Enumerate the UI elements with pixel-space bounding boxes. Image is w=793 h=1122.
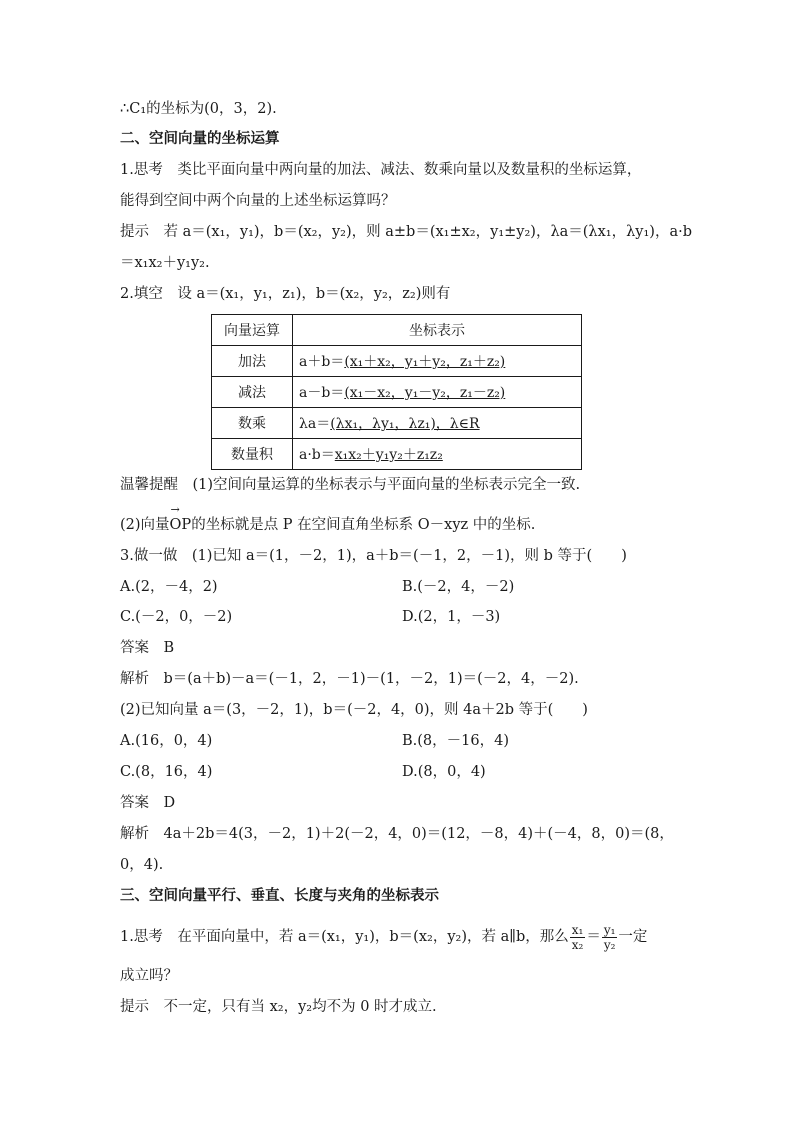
table-cell-expr	[293, 439, 582, 470]
explanation-line: 0，4).	[120, 857, 164, 873]
table-cell-expr	[293, 408, 582, 439]
vector-op: → OP	[170, 515, 192, 535]
fraction	[602, 923, 618, 952]
expr-answer: (λx₁，λy₁，λz₁)，λ∈R	[330, 416, 480, 432]
table-cell-op: 数乘	[212, 408, 293, 439]
fraction-numerator: y₁	[603, 922, 616, 937]
text-line: (2)已知向量 a＝(3，－2，1)，b＝(－2，4，0)，则 4a＋2b 等于( )	[120, 702, 588, 718]
text-segment: 一定	[618, 929, 648, 945]
expr-answer: (x₁－x₂，y₁－y₂，z₁－z₂)	[344, 385, 506, 401]
text-line: 温馨提醒 (1)空间向量运算的坐标表示与平面向量的坐标表示完全一致.	[120, 477, 581, 493]
fraction-numerator: x₁	[571, 922, 584, 937]
fraction	[570, 923, 586, 952]
text-line: ∴C₁的坐标为(0，3，2).	[120, 101, 277, 117]
table-cell-op: 减法	[212, 377, 293, 408]
text-segment: 1.思考 在平面向量中，若 a＝(x₁，y₁)，b＝(x₂，y₂)，若 a∥b，那么	[120, 929, 569, 945]
table-cell-op: 数量积	[212, 439, 293, 470]
explanation-line: 解析 4a＋2b＝4(3，－2，1)＋2(－2，4，0)＝(12，－8，4)＋(－4，8，0)＝(8，	[120, 826, 674, 842]
text-segment: (2)向量	[120, 517, 170, 533]
table-cell-expr	[293, 346, 582, 377]
table-header-cell: 向量运算	[212, 315, 293, 346]
text-line: 提示 不一定，只有当 x₂，y₂均不为 0 时才成立.	[120, 999, 437, 1015]
option-b: B.(8，－16，4)	[402, 733, 509, 749]
text-segment: ＝	[586, 929, 601, 945]
option-c: C.(8，16，4)	[120, 764, 213, 780]
text-line: 1.思考 类比平面向量中两向量的加法、减法、数乘向量以及数量积的坐标运算，	[120, 162, 642, 178]
fraction-denominator: y₂	[603, 937, 616, 952]
option-c: C.(－2，0，－2)	[120, 609, 233, 625]
text-line: 2.填空 设 a＝(x₁，y₁，z₁)，b＝(x₂，y₂，z₂)则有	[120, 286, 451, 302]
table-cell-expr	[293, 377, 582, 408]
section-heading: 三、空间向量平行、垂直、长度与夹角的坐标表示	[120, 887, 439, 904]
answer-line: 答案 B	[120, 640, 175, 656]
option-b: B.(－2，4，－2)	[402, 579, 515, 595]
option-d: D.(8，0，4)	[402, 764, 486, 780]
expr-answer: x₁x₂＋y₁y₂＋z₁z₂	[334, 447, 443, 463]
text-segment: 的坐标就是点 P 在空间直角坐标系 O－xyz 中的坐标.	[191, 517, 536, 533]
option-a: A.(16，0，4)	[120, 733, 213, 749]
answer-line: 答案 D	[120, 795, 176, 811]
fraction-denominator: x₂	[571, 937, 584, 952]
expr-prefix: a＋b＝	[299, 354, 345, 370]
text-line: 能得到空间中两个向量的上述坐标运算吗？	[120, 193, 396, 209]
coordinate-table	[211, 314, 582, 470]
table-row	[212, 346, 582, 377]
table-header-row	[212, 315, 582, 346]
text-line	[120, 515, 535, 535]
text-line: ＝x₁x₂＋y₁y₂.	[120, 255, 210, 271]
text-line	[120, 922, 647, 952]
expr-prefix: a·b＝	[299, 447, 335, 463]
section-heading: 二、空间向量的坐标运算	[120, 130, 280, 147]
text-line: 成立吗？	[120, 968, 178, 984]
explanation-line: 解析 b＝(a＋b)－a＝(－1，2，－1)－(1，－2，1)＝(－2，4，－2).	[120, 671, 579, 687]
option-d: D.(2，1，－3)	[402, 609, 501, 625]
table-row	[212, 408, 582, 439]
text-line: 提示 若 a＝(x₁，y₁)，b＝(x₂，y₂)，则 a±b＝(x₁±x₂，y₁±y₂)，λa＝(λx₁，λy₁)，a·b	[120, 224, 692, 240]
option-a: A.(2，－4，2)	[120, 579, 218, 595]
table-row	[212, 439, 582, 470]
text-line: 3.做一做 (1)已知 a＝(1，－2，1)，a＋b＝(－1，2，－1)，则 b 等于( )	[120, 548, 627, 564]
expr-prefix: λa＝	[299, 416, 331, 432]
table-row	[212, 377, 582, 408]
table-header-cell: 坐标表示	[293, 315, 582, 346]
expr-prefix: a－b＝	[299, 385, 345, 401]
table-cell-op: 加法	[212, 346, 293, 377]
expr-answer: (x₁＋x₂，y₁＋y₂，z₁＋z₂)	[344, 354, 506, 370]
